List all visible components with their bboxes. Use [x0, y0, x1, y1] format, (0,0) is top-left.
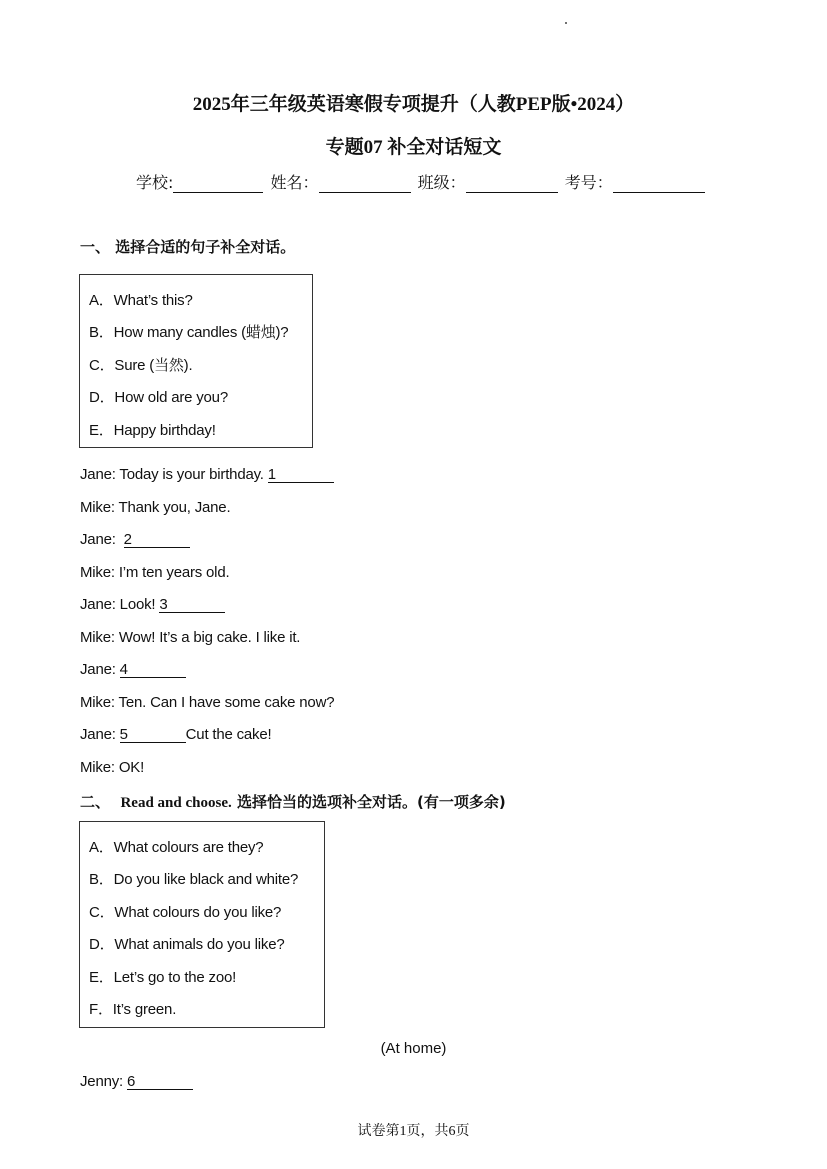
answer-blank-2[interactable]: 2 — [124, 532, 190, 548]
exam-no-label: 考号： — [564, 173, 613, 192]
speaker: Jane: — [80, 661, 116, 678]
line-text: I’m ten years old. — [118, 564, 230, 581]
dialogue-line — [80, 596, 225, 613]
option-item: F．It’s green. — [89, 1001, 177, 1018]
exam-no-field[interactable] — [613, 174, 705, 193]
option-item: D．What animals do you like? — [89, 936, 285, 953]
class-field[interactable] — [466, 174, 558, 193]
dialogue-line — [80, 531, 190, 548]
page-title: 2025年三年级英语寒假专项提升（人教PEP版•2024） — [192, 94, 635, 115]
section1-options-box — [79, 274, 313, 448]
option-item: C．Sure (当然). — [89, 357, 193, 374]
answer-blank-3[interactable]: 3 — [159, 597, 225, 613]
speaker: Mike: — [80, 759, 115, 776]
dialogue-line — [80, 499, 230, 516]
scan-dot — [565, 22, 567, 24]
line-text: Today is your birthday. — [119, 466, 264, 483]
dialogue-line — [80, 1073, 193, 1090]
option-item: E．Happy birthday! — [89, 422, 216, 439]
option-item: D．How old are you? — [89, 389, 228, 406]
speaker: Jane: — [80, 726, 116, 743]
answer-blank-5[interactable]: 5 — [120, 727, 186, 743]
option-item: B．How many candles (蜡烛)? — [89, 324, 289, 341]
line-text: OK! — [118, 759, 145, 776]
option-item: A．What’s this? — [89, 292, 193, 309]
school-label: 学校: — [136, 173, 174, 192]
class-label: 班级： — [417, 173, 466, 192]
name-label: 姓名： — [270, 173, 319, 192]
dialogue-line — [80, 466, 334, 483]
speaker: Mike: — [80, 564, 115, 581]
line-text: Thank you, Jane. — [118, 499, 231, 516]
section2-heading: 二、 Read and choose. 选择恰当的选项补全对话。(有一项多余) — [80, 793, 506, 811]
dialogue-line — [80, 629, 300, 646]
answer-blank-6[interactable]: 6 — [127, 1074, 193, 1090]
speaker: Mike: — [80, 499, 115, 516]
line-text: Cut the cake! — [185, 726, 272, 743]
scene-label: (At home) — [380, 1040, 447, 1057]
section2-options-box — [79, 821, 325, 1028]
speaker: Jenny: — [80, 1073, 123, 1090]
line-text: Wow! It’s a big cake. I like it. — [118, 629, 301, 646]
option-item: B．Do you like black and white? — [89, 871, 299, 888]
line-text: Look! — [119, 596, 156, 613]
name-field[interactable] — [319, 174, 411, 193]
speaker: Jane: — [80, 596, 116, 613]
student-info-row — [136, 170, 707, 193]
line-text: Ten. Can I have some cake now? — [118, 694, 335, 711]
dialogue-line — [80, 564, 229, 581]
speaker: Mike: — [80, 629, 115, 646]
school-field[interactable] — [173, 174, 263, 193]
option-item: A．What colours are they? — [89, 839, 264, 856]
dialogue-line — [80, 726, 271, 743]
dialogue-line — [80, 694, 334, 711]
speaker: Jane: — [80, 466, 116, 483]
option-item: C．What colours do you like? — [89, 904, 282, 921]
option-item: E．Let’s go to the zoo! — [89, 969, 237, 986]
page-footer: 试卷第1页，共6页 — [357, 1124, 470, 1139]
section1-heading: 一、 选择合适的句子补全对话。 — [80, 238, 296, 256]
answer-blank-1[interactable]: 1 — [268, 467, 334, 483]
answer-blank-4[interactable]: 4 — [120, 662, 186, 678]
speaker: Jane: — [80, 531, 116, 548]
speaker: Mike: — [80, 694, 115, 711]
dialogue-line — [80, 759, 144, 776]
dialogue-line — [80, 661, 186, 678]
page-subtitle: 专题07 补全对话短文 — [325, 137, 502, 158]
